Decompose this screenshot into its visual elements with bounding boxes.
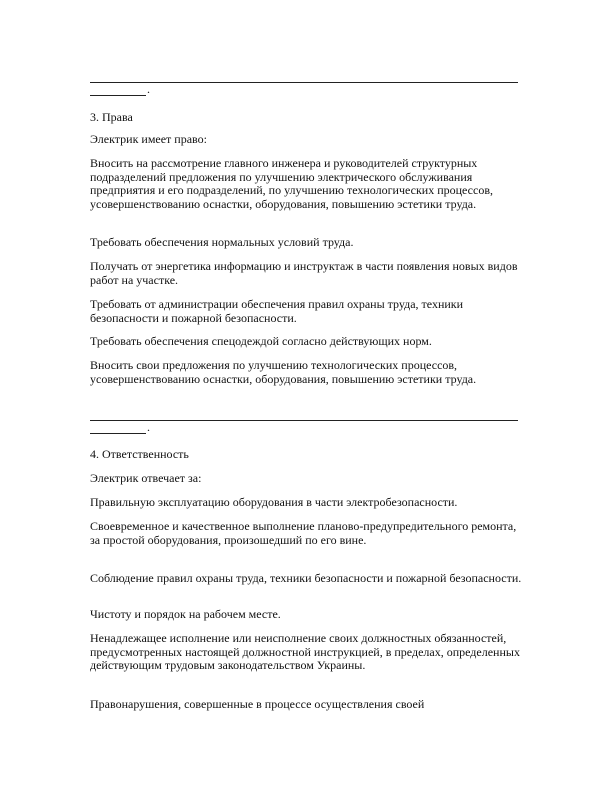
section-4-intro: Электрик отвечает за:: [90, 471, 202, 485]
blank-rule-short: [90, 95, 146, 96]
responsibility-item-2: Своевременное и качественное выполнение планово-предупредительного ремонта, за простой оборудования, произошедший по его вине.: [90, 519, 517, 547]
blank-rule-long: [90, 82, 518, 83]
responsibility-item-3: Соблюдение правил охраны труда, техники безопасности и пожарной безопасности.: [90, 571, 522, 585]
section-3-intro: Электрик имеет право:: [90, 132, 207, 146]
responsibility-item-5: Ненадлежащее исполнение или неисполнение своих должностных обязанностей, предусмотренных настоящей должностной инструкцией, в пределах, определенных действующим трудовым законодательством Украины.: [90, 631, 520, 673]
blank-rule-long: [90, 420, 518, 421]
blank-rule-short: [90, 433, 146, 434]
section-4-title: 4. Ответственность: [90, 447, 189, 461]
rights-item-2: Требовать обеспечения нормальных условий труда.: [90, 235, 354, 249]
rights-item-6: Вносить свои предложения по улучшению технологических процессов, усовершенствованию оснастки, оборудования, повышению эстетики труда.: [90, 358, 477, 386]
rights-item-5: Требовать обеспечения спецодеждой согласно действующих норм.: [90, 334, 432, 348]
rights-item-1: Вносить на рассмотрение главного инженера и руководителей структурных подразделений предложения по улучшению электрического обслуживания предприятия и его подразделений, по улучшению технологических процессов, усовершенствованию оснастки, оборудования, повышению эстетики труда.: [90, 156, 493, 211]
section-3-title: 3. Права: [90, 110, 133, 124]
fill-in-blank-line: [90, 420, 518, 435]
blank-end-mark: .: [147, 82, 150, 96]
rights-item-3: Получать от энергетика информацию и инструктаж в части появления новых видов работ на участке.: [90, 259, 518, 287]
responsibility-item-1: Правильную эксплуатацию оборудования в части электробезопасности.: [90, 495, 458, 509]
responsibility-item-4: Чистоту и порядок на рабочем месте.: [90, 607, 281, 621]
fill-in-blank-line: [90, 82, 518, 97]
responsibility-item-6: Правонарушения, совершенные в процессе осуществления своей: [90, 697, 425, 711]
blank-end-mark: .: [147, 420, 150, 434]
rights-item-4: Требовать от администрации обеспечения правил охраны труда, техники безопасности и пожарной безопасности.: [90, 297, 464, 325]
